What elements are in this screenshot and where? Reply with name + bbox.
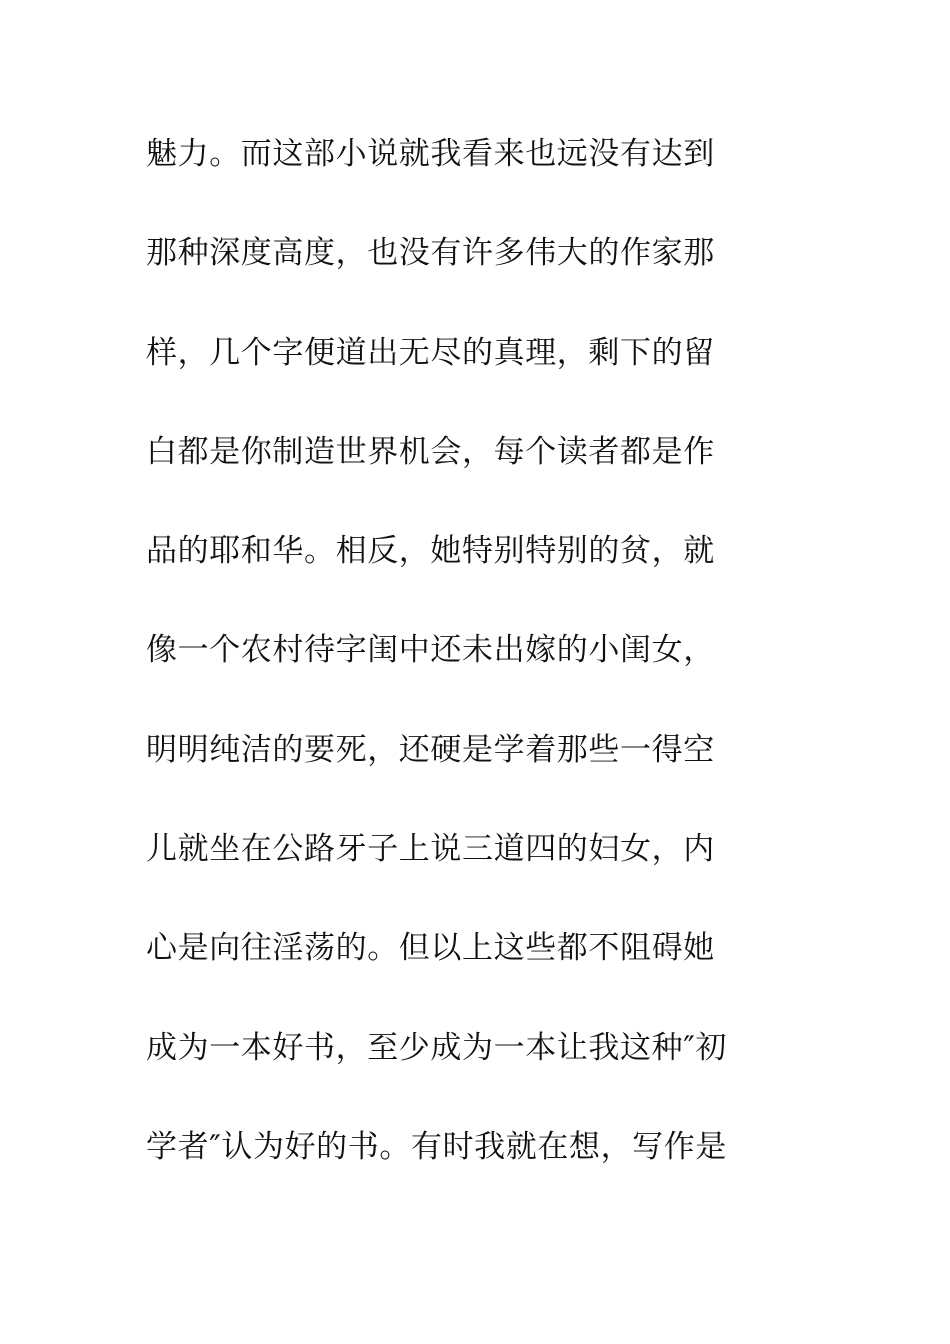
- text-line: 白都是你制造世界机会，每个读者都是作: [146, 433, 715, 470]
- text-line: 品的耶和华。相反，她特别特别的贫，就: [146, 533, 715, 570]
- text-line: 明明纯洁的要死，还硬是学着那些一得空: [146, 731, 715, 768]
- text-line: 样，几个字便道出无尽的真理，剩下的留: [146, 334, 715, 371]
- text-line: 那种深度高度，也没有许多伟大的作家那: [146, 235, 715, 272]
- body-text: [146, 128, 826, 1220]
- text-line: 学者″认为好的书。有时我就在想，写作是: [146, 1128, 727, 1165]
- text-line: 儿就坐在公路牙子上说三道四的妇女，内: [146, 831, 715, 868]
- text-line: 成为一本好书，至少成为一本让我这种″初: [146, 1029, 727, 1066]
- text-line: 像一个农村待字闺中还未出嫁的小闺女，: [146, 632, 715, 669]
- text-line: 心是向往淫荡的。但以上这些都不阻碍她: [146, 930, 715, 967]
- text-line: 魅力。而这部小说就我看来也远没有达到: [146, 136, 715, 172]
